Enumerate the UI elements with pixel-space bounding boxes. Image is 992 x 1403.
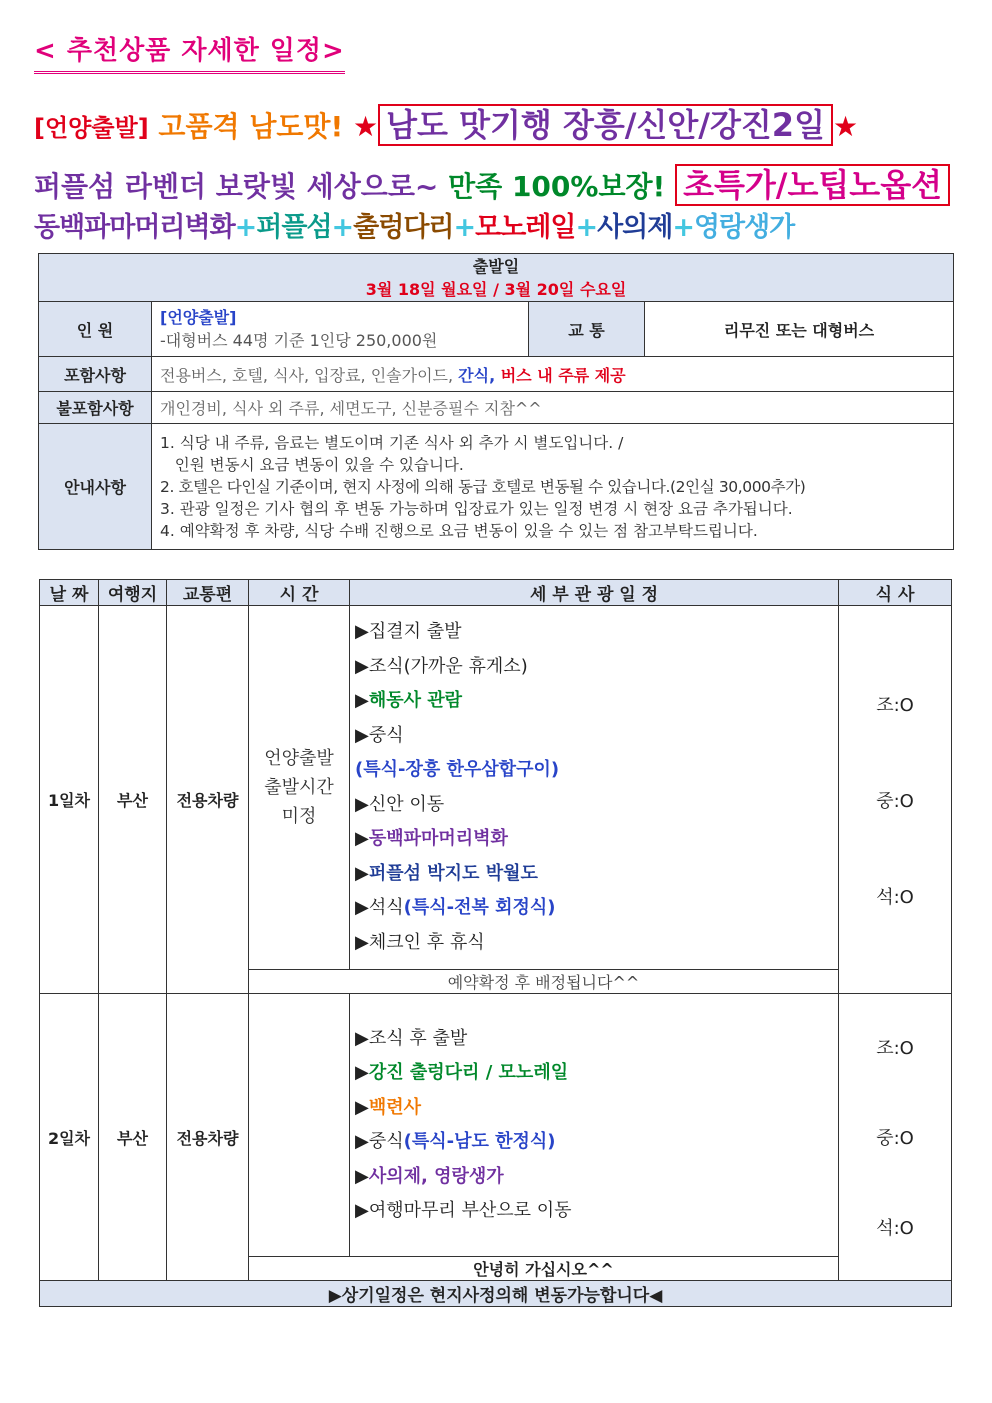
col-date: 날 짜 — [40, 580, 99, 606]
day1-meals: 조:O 중:O 석:O — [839, 606, 952, 994]
day2-transport: 전용차량 — [167, 994, 249, 1281]
col-meal: 식 사 — [839, 580, 952, 606]
transport-value: 리무진 또는 대형버스 — [645, 302, 954, 357]
notice-1b: 인원 변동시 요금 변동이 있을 수 있습니다. — [160, 455, 464, 474]
highlight-6: 영랑생가 — [693, 212, 795, 243]
day1-transport: 전용차량 — [167, 606, 249, 994]
highlight-4: 모노레일 — [475, 212, 576, 243]
special-offer-badge: 초특가/노팁노옵션 — [675, 164, 950, 206]
notice-1: 1. 식당 내 주류, 음료는 별도이며 기존 식사 외 추가 시 별도입니다. / — [160, 433, 624, 452]
departure-cell — [39, 254, 954, 302]
highlight-2: 퍼플섬 — [256, 212, 332, 243]
list-item: ▶신안 이동 — [355, 793, 445, 815]
day1-items — [350, 606, 839, 970]
notice-cell — [152, 424, 954, 550]
list-item: ▶석식(특식-전복 회정식) — [355, 897, 556, 918]
day1-place: 부산 — [99, 606, 167, 994]
exclude-label: 불포함사항 — [39, 392, 152, 424]
day2-time — [249, 994, 350, 1257]
highlight-3: 출렁다리 — [353, 212, 454, 243]
include-snack: 간식, — [458, 365, 501, 385]
day2-bye-note: 안녕히 가십시오^^ — [249, 1257, 839, 1281]
list-item: ▶체크인 후 휴식 — [355, 931, 485, 953]
day1-hotel-note: 예약확정 후 배정됩니다^^ — [249, 970, 839, 994]
day1-time: 언양출발 출발시간 미정 — [249, 606, 350, 970]
highlight-5: 사의제 — [597, 212, 673, 243]
notice-4: 4. 예약확정 후 차량, 식당 수배 진행으로 요금 변동이 있을 수 있는 점 참고부탁드립니다. — [160, 521, 758, 540]
notice-label: 안내사항 — [39, 424, 152, 550]
list-item: ▶동백파마머리벽화 — [355, 828, 508, 849]
list-item: ▶해동사 관람 — [355, 690, 463, 711]
list-item: ▶퍼플섬 박지도 박월도 — [355, 862, 538, 884]
day1-label: 1일차 — [40, 606, 99, 994]
page-title: < 추천상품 자세한 일정> — [34, 30, 345, 74]
day2-meals: 조:O 중:O 석:O — [839, 994, 952, 1281]
include-drink: 버스 내 주류 제공 — [500, 365, 626, 385]
notice-3: 3. 관광 일정은 기사 협의 후 변동 가능하며 입장료가 있는 일정 변경 시 현장 요금 추가됩니다. — [160, 499, 793, 518]
people-price: -대형버스 44명 기준 1인당 250,000원 — [160, 331, 438, 350]
list-item: ▶집결지 출발 — [355, 621, 462, 642]
list-item: ▶백련사 — [355, 1096, 422, 1118]
highlight-1: 동백파마머리벽화 — [34, 212, 235, 243]
notice-2: 2. 호텔은 다인실 기준이며, 현지 사정에 의해 동급 호텔로 변동될 수 있습니다.(2인실 30,000추가) — [160, 477, 806, 496]
departure-tag: [언양출발] — [34, 114, 149, 142]
include-cell — [152, 357, 954, 392]
list-item: ▶사의제, 영랑생가 — [355, 1165, 504, 1187]
slogan: 고품격 남도맛! — [148, 110, 353, 143]
include-value: 전용버스, 호텔, 식사, 입장료, 인솔가이드, — [160, 365, 459, 385]
col-time: 시 간 — [249, 580, 350, 606]
list-item: (특식-장흥 한우삼합구이) — [355, 759, 560, 780]
col-place: 여행지 — [99, 580, 167, 606]
people-departure: [언양출발] — [160, 308, 237, 327]
people-cell — [152, 302, 529, 357]
highlights-line: 동백파마머리벽화+퍼플섬+출렁다리+모노레일+사의제+영랑생가 — [34, 212, 795, 243]
day2-label: 2일차 — [40, 994, 99, 1281]
purple-island-text: 퍼플섬 라벤더 보랏빛 세상으로~ — [34, 170, 449, 203]
include-label: 포함사항 — [39, 357, 152, 392]
list-item: ▶여행마무리 부산으로 이동 — [355, 1200, 572, 1221]
list-item: ▶강진 출렁다리 / 모노레일 — [355, 1062, 569, 1083]
tour-title: 남도 맛기행 장흥/신안/강진2일 — [378, 104, 833, 146]
title-line-2 — [34, 160, 950, 206]
title-line-1 — [34, 100, 858, 146]
day2-place: 부산 — [99, 994, 167, 1281]
list-item: ▶조식(가까운 휴게소) — [355, 655, 528, 677]
day2-items — [350, 994, 839, 1257]
schedule-footer: ▶상기일정은 현지사정의해 변동가능합니다◀ — [40, 1281, 952, 1307]
departure-dates: 3월 18일 월요일 / 3월 20일 수요일 — [365, 279, 627, 299]
transport-label: 교 통 — [529, 302, 645, 357]
col-transport: 교통편 — [167, 580, 249, 606]
info-table — [38, 253, 954, 550]
list-item: ▶중식(특식-남도 한정식) — [355, 1131, 556, 1152]
departure-label: 출발일 — [472, 256, 520, 276]
star-icon: ★ — [832, 110, 859, 143]
schedule-table — [39, 579, 952, 1307]
list-item: ▶중식 — [355, 724, 404, 746]
exclude-value: 개인경비, 식사 외 주류, 세면도구, 신분증필수 지참^^ — [152, 392, 954, 424]
col-detail: 세 부 관 광 일 정 — [350, 580, 839, 606]
people-label: 인 원 — [39, 302, 152, 357]
list-item: ▶조식 후 출발 — [355, 1027, 468, 1049]
star-icon: ★ — [353, 110, 379, 143]
guarantee-text: 만족 100%보장! — [448, 170, 666, 203]
